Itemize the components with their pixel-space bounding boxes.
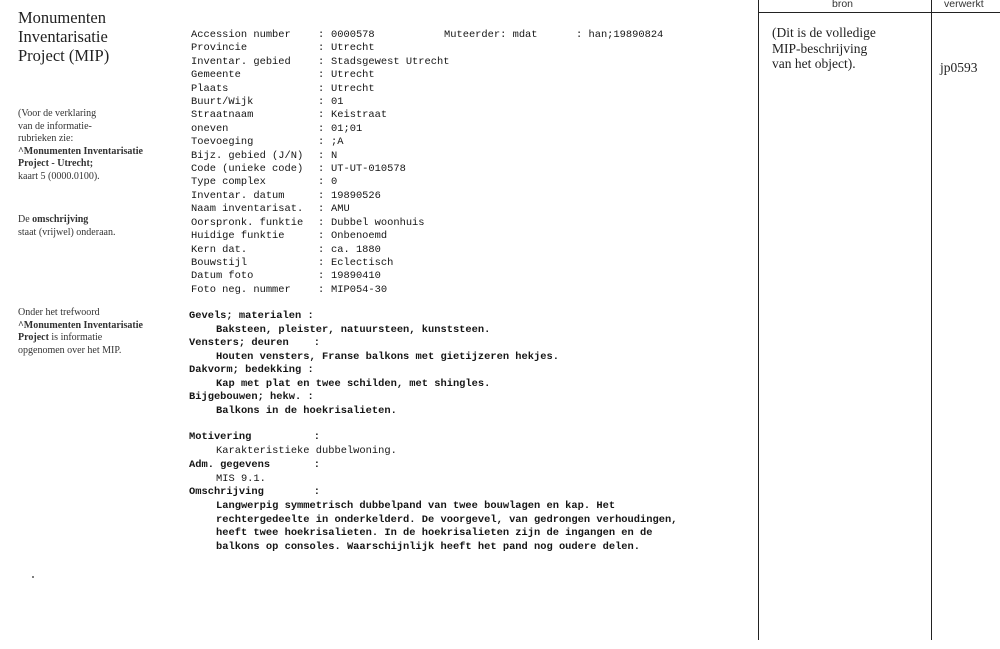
gevels-label: Gevels; materialen :: [189, 310, 314, 322]
vensters-label: Vensters; deuren :: [189, 337, 320, 349]
dakvorm-text: Kap met plat en twee schilden, met shingles.: [216, 378, 491, 390]
explanation-note: [18, 108, 178, 183]
bijgebouwen-label: Bijgebouwen; hekw. :: [189, 391, 314, 403]
note-line: van de informatie-: [18, 120, 92, 132]
note-line-bold: Project - Utrecht;: [18, 158, 94, 169]
omschrijving-line: rechtergedeelte in onderkelderd. De voorgevel, van gedrongen verhoudingen,: [216, 514, 678, 526]
field-value: 01;01: [331, 122, 363, 135]
field-label: Inventar. datum: [191, 189, 285, 202]
omschrijving-label: Omschrijving :: [189, 486, 320, 498]
bron-line: MIP-beschrijving: [772, 40, 868, 56]
field-value: 0: [331, 176, 338, 189]
field-label: oneven: [191, 122, 229, 135]
bijgebouwen-text: Balkons in de hoekrisalieten.: [216, 405, 397, 417]
field-value: Stadsgewest Utrecht: [331, 55, 450, 68]
motivering-label: Motivering :: [189, 431, 320, 443]
field-value: Utrecht: [331, 69, 375, 82]
field-value: Dubbel woonhuis: [331, 216, 425, 229]
keyword-note: [18, 307, 178, 357]
omschrijving-line: balkons op consoles. Waarschijnlijk heeft het pand nog oudere delen.: [216, 541, 641, 553]
note-text: is informatie: [48, 332, 103, 343]
scan-speck: [32, 576, 34, 578]
field-label: Straatnaam: [191, 109, 254, 122]
note-text: De: [18, 214, 33, 225]
field-value: Utrecht: [331, 82, 375, 95]
field-label: Type complex: [191, 176, 266, 189]
field-label: Provincie: [191, 42, 248, 55]
project-title-line: Monumenten: [18, 8, 106, 27]
column-divider: [758, 0, 759, 640]
document-page: Monumenten Inventarisatie Project (MIP) (Voor de verklaring van de informatie- rubrieken zie: ^Monumenten Inventarisatie Project - Utrecht; kaart 5 (0000.0100). De omschrijving staat (vrijwel) onderaan. Onder het trefwoord ^Monumenten Inventarisatie Project is informatie opgenomen over het MIP. Accession number : 0000578 Muteerder: mdat : han;19890824 Provincie : Utrecht Inventar. gebied : Stadsgewest Utrecht Gemeente : Utrecht Plaats : Utrecht Buurt/Wijk : 01 Straatnaam : Keistraat oneven : 01;01 Toevoeging : ;A Bijz. gebied (J/N) : N Code (unieke code) : UT-UT-010578 Type complex : 0 Inventar. datum : 19890526 Naam inventarisat. : AMU Oorspronk. funktie : Dubbel woonhuis Huidige funktie : Onbenoemd Kern dat. : ca. 1880 Bouwstijl : Eclectisch Datum foto : 19890410 Foto neg. nummer : MIP054-30 Gevels; materialen : Baksteen, pleister, natuursteen, kunststeen. Vensters; deuren : Houten vensters, Franse balkons met gietijzeren hekjes. Dakvorm; bedekking : Kap met plat en twee schilden, met shingles. Bijgebouwen; hekw. : Balkons in de hoekrisalieten. Motivering : Karakteristieke dubbelwoning. Adm. gegevens : MIS 9.1. Omschrijving : Langwerpig symmetrisch dubbelpand van twee bouwlagen en kap. Het rechtergedeelte in onderkelderd. De voorgevel, van gedrongen verhoudingen, heeft twee hoekrisalieten. In de hoekrisalieten zijn de ingangen en de balkons op consoles. Waarschijnlijk heeft het pand nog oudere delen. bron verwerkt (Dit is de volledige MIP-beschrijving van het object). jp0593: [0, 0, 1000, 649]
field-value: Onbenoemd: [331, 230, 388, 243]
field-value: AMU: [331, 203, 350, 216]
field-label: Plaats: [191, 82, 229, 95]
mutator-value: : han;19890824: [576, 29, 664, 41]
adm-label: Adm. gegevens :: [189, 459, 320, 471]
field-label: Bijz. gebied (J/N): [191, 149, 304, 162]
field-label: Datum foto: [191, 270, 254, 283]
bron-note: [772, 25, 927, 72]
field-label: Buurt/Wijk: [191, 96, 254, 109]
note-line-bold: Project: [18, 332, 49, 343]
bron-line: (Dit is de volledige: [772, 25, 876, 40]
field-value: MIP054-30: [331, 283, 388, 296]
field-value: UT-UT-010578: [331, 163, 406, 176]
field-label: Gemeente: [191, 69, 241, 82]
field-value: N: [331, 149, 338, 162]
field-label: Oorspronk. funktie: [191, 216, 304, 229]
gevels-text: Baksteen, pleister, natuursteen, kunststeen.: [216, 324, 491, 336]
project-title: [18, 8, 168, 65]
field-value: ;A: [331, 136, 344, 149]
omschrijving-line: Langwerpig symmetrisch dubbelpand van twee bouwlagen en kap. Het: [216, 500, 616, 512]
project-title-line: Project (MIP): [18, 46, 110, 65]
field-value: 19890410: [331, 270, 381, 283]
note-line-bold: ^Monumenten Inventarisatie: [18, 319, 143, 331]
note-line: (Voor de verklaring: [18, 108, 97, 119]
mutator-label: Muteerder: mdat: [444, 29, 538, 41]
adm-text: MIS 9.1.: [216, 473, 266, 485]
verwerkt-value: jp0593: [940, 60, 978, 75]
description-note: [18, 214, 178, 239]
field-label: Huidige funktie: [191, 230, 285, 243]
field-label: Toevoeging: [191, 136, 254, 149]
field-label: Code (unieke code): [191, 163, 304, 176]
field-value: Keistraat: [331, 109, 388, 122]
note-line: rubrieken zie:: [18, 133, 74, 144]
field-value: 01: [331, 96, 344, 109]
note-line: opgenomen over het MIP.: [18, 344, 122, 356]
field-label: Kern dat.: [191, 243, 248, 256]
note-line: kaart 5 (0000.0100).: [18, 170, 100, 182]
field-value: ca. 1880: [331, 243, 381, 256]
project-title-line: Inventarisatie: [18, 27, 108, 46]
header-divider: [758, 12, 1000, 13]
dakvorm-label: Dakvorm; bedekking :: [189, 364, 314, 376]
omschrijving-line: heeft twee hoekrisalieten. In de hoekrisalieten zijn de ingangen en de: [216, 527, 653, 539]
field-value: Eclectisch: [331, 256, 394, 269]
field-value: 0000578: [331, 29, 375, 41]
field-label: Bouwstijl: [191, 256, 248, 269]
note-line: staat (vrijwel) onderaan.: [18, 226, 116, 238]
bron-header: bron: [832, 0, 854, 10]
field-label: Inventar. gebied: [191, 55, 291, 68]
field-label: Foto neg. nummer: [191, 283, 291, 296]
column-divider: [931, 0, 932, 640]
bron-line: van het object).: [772, 56, 856, 71]
note-line-bold: ^Monumenten Inventarisatie: [18, 145, 143, 157]
motivering-text: Karakteristieke dubbelwoning.: [216, 445, 397, 457]
note-line: Onder het trefwoord: [18, 307, 100, 318]
vensters-text: Houten vensters, Franse balkons met gietijzeren hekjes.: [216, 351, 559, 363]
field-label: Naam inventarisat.: [191, 203, 304, 216]
note-text-bold: omschrijving: [32, 214, 89, 225]
field-label: Accession number: [191, 29, 291, 41]
verwerkt-header: verwerkt: [944, 0, 984, 10]
field-value: Utrecht: [331, 42, 375, 55]
field-value: 19890526: [331, 189, 381, 202]
